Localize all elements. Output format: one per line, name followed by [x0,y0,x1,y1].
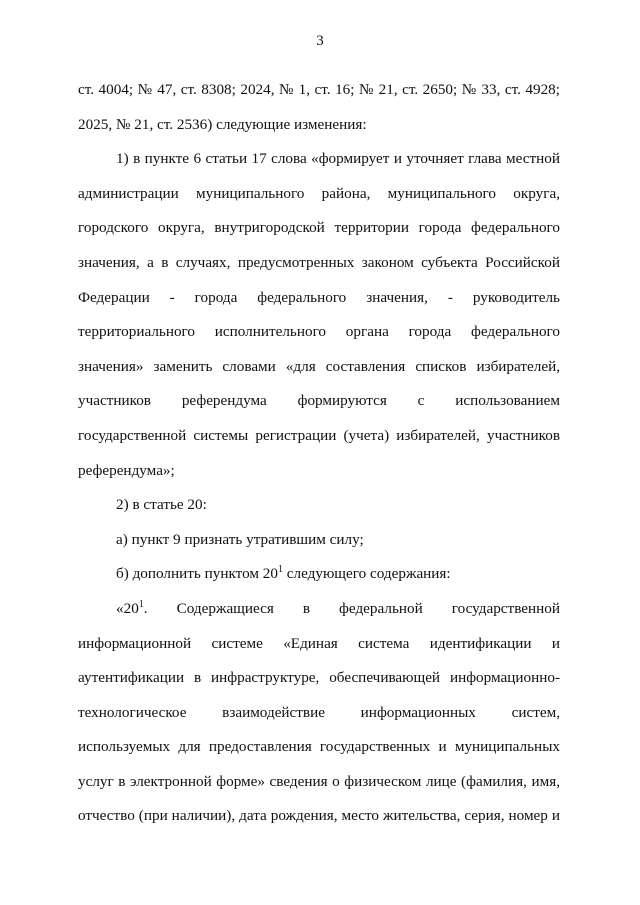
clause-superscript: 1 [138,598,144,610]
paragraph-item-1: 1) в пункте 6 статьи 17 слова «формирует и уточняет глава местной администрации муниципального района, муниципального округа, городского округа, внутригородской территории города федерального значения, а в случаях, предусмотренных законом субъекта Российской Федерации - города федерального значения, - руководитель территориального исполнительного органа города федерального значения» заменить словами «для составления списков избирателей, участников референдума формируются с использованием государственной системы регистрации (учета) избирателей, участников референдума»; [78,150,560,479]
superscript-marker: 1 [277,564,283,576]
clause-text: . Содержащиеся в федеральной государственной информационной системе «Единая система идентификации и аутентификации в инфраструктуре, обеспечивающей информационно-технологическое взаимодействие информационных систем, используемых для предоставления государственных и муниципальных услуг в электронной форме» сведения о физическом лице (фамилия, имя, отчество (при наличии), дата рождения, место жительства, серия, номер и [78,599,560,825]
document-body [78,73,560,834]
paragraph-new-clause [78,592,560,834]
paragraph-item-2b [78,557,560,592]
paragraph-citation-line-2: 2025, № 21, ст. 2536) следующие изменения: [78,115,367,133]
paragraph-item-2a: а) пункт 9 признать утратившим силу; [116,530,364,548]
paragraph-item-2b-text: б) дополнить пунктом 20 [116,565,278,583]
page-number: 3 [316,33,324,49]
paragraph-citation-line-1: ст. 4004; № 47, ст. 8308; 2024, № 1, ст. 16; № 21, ст. 2650; № 33, ст. 4928; [78,81,560,98]
clause-number: «20 [116,599,139,617]
paragraph-item-2b-text-end: следующего содержания: [282,565,451,583]
paragraph-item-2: 2) в статье 20: [116,496,207,514]
